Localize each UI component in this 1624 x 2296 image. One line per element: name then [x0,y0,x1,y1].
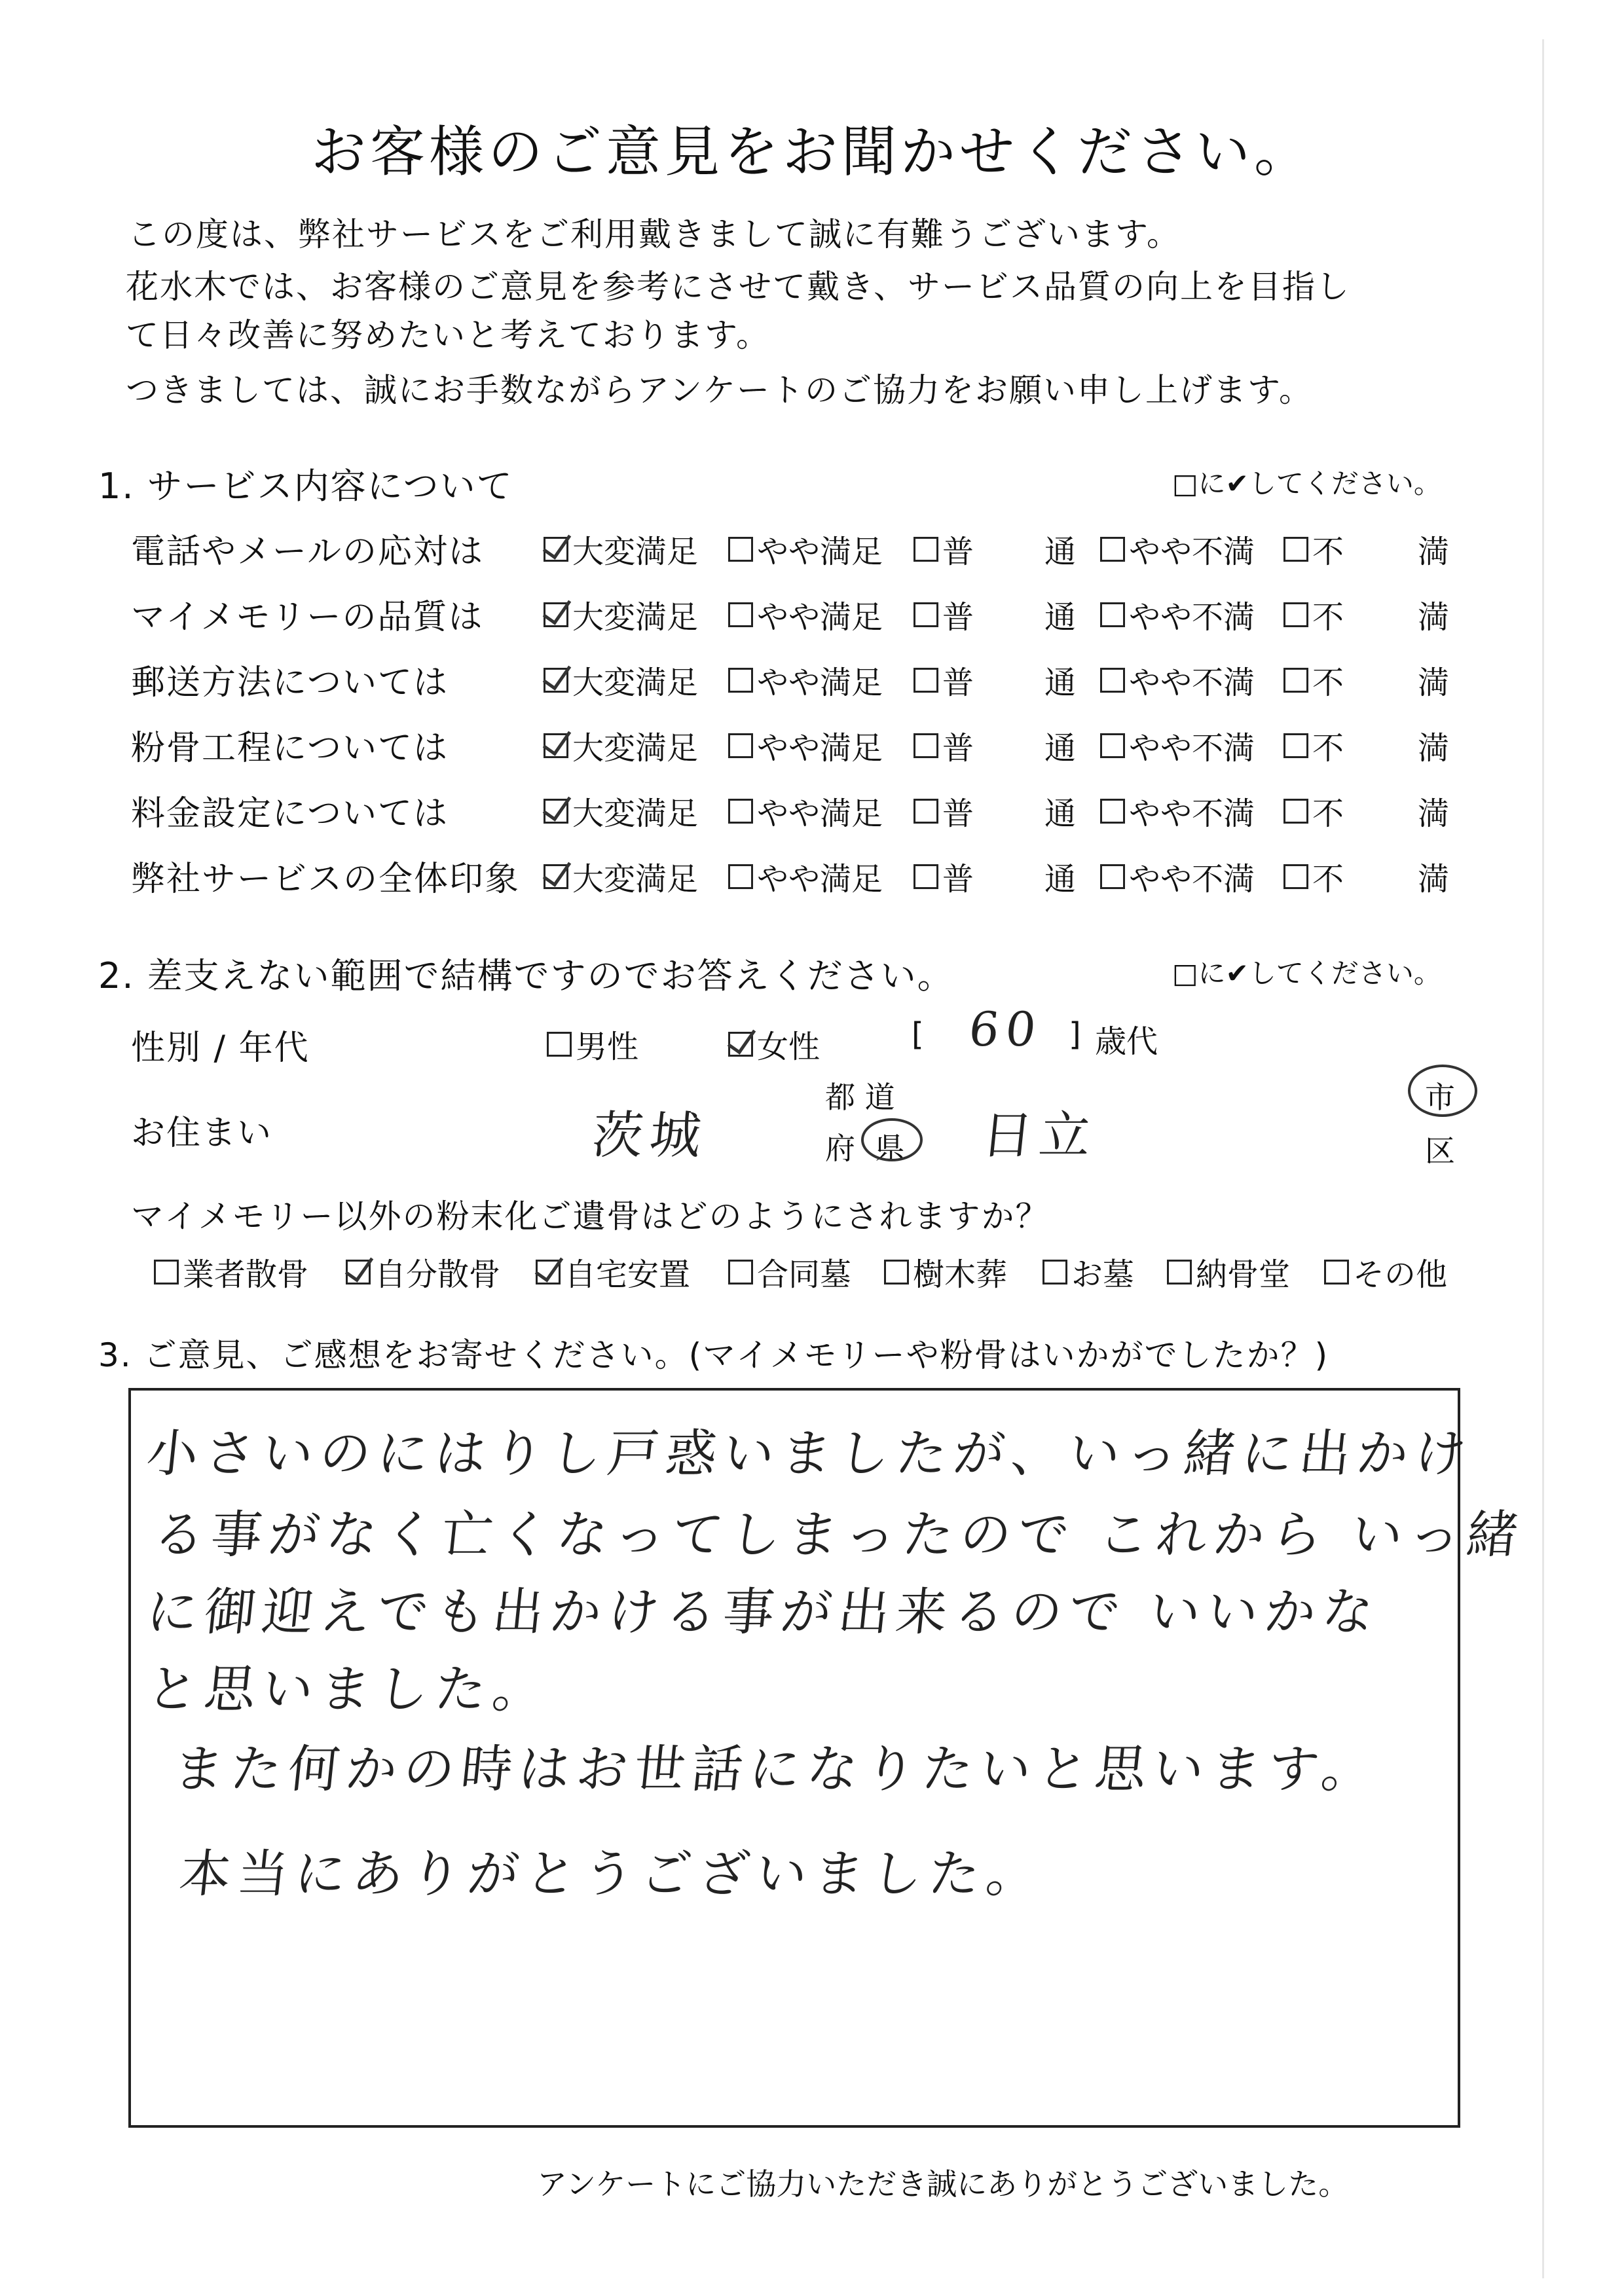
city-value: 日立 [978,1106,1101,1165]
prefecture-suffix-fu: 府 [825,1131,855,1166]
rating-checkbox[interactable] [544,799,568,824]
rating-row-label: 料金設定については [131,794,449,833]
rating-checkbox[interactable] [544,668,568,693]
section1-check-note: □に✔してください。 [1172,467,1441,500]
rating-row-label: マイメモリーの品質は [131,598,484,637]
remains-checkbox[interactable] [728,1260,753,1285]
rating-checkbox[interactable] [544,733,568,758]
rating-option[interactable]: 大変満足 [544,854,698,899]
rating-checkbox[interactable] [728,668,753,693]
section2-check-note: □に✔してください。 [1172,957,1441,989]
rating-option: 通 [1044,795,1077,832]
age-value: 60 [966,1002,1046,1057]
remains-option[interactable]: その他 [1324,1249,1447,1294]
remains-checkbox[interactable] [346,1260,371,1285]
section2-heading: 2. 差支えない範囲で結構ですのでお答えください。 [98,955,954,996]
section1-heading: 1. サービス内容について [98,465,513,507]
age-close-bracket: ] [1069,1016,1081,1053]
rating-checkbox[interactable] [1283,733,1308,758]
prefecture-suffix-top: 都 道 [825,1080,895,1115]
rating-option[interactable]: 普 [913,592,974,637]
comment-line: また何かの時はお世話になりたいと思います。 [170,1740,1382,1799]
rating-option[interactable]: やや不満 [1100,592,1255,637]
rating-checkbox[interactable] [1100,537,1125,562]
rating-option: 通 [1044,861,1077,898]
rating-option[interactable]: 不 [1283,723,1344,768]
rating-checkbox[interactable] [1283,799,1308,824]
rating-option[interactable]: 大変満足 [544,526,698,572]
remains-checkbox[interactable] [1043,1260,1067,1285]
rating-option: 満 [1418,730,1450,767]
rating-option[interactable]: 普 [913,788,974,833]
gender-female-option[interactable]: 女性 [728,1021,820,1066]
rating-option[interactable]: やや不満 [1100,854,1255,899]
rating-option: 満 [1418,665,1450,701]
rating-checkbox[interactable] [913,864,938,889]
rating-option: 満 [1418,599,1450,636]
rating-checkbox[interactable] [728,733,753,758]
scan-edge-line [1542,39,1544,2278]
remains-checkbox[interactable] [536,1260,561,1285]
age-suffix: 歳代 [1095,1023,1158,1060]
rating-row-label: 電話やメールの応対は [131,532,484,572]
rating-checkbox[interactable] [544,537,568,562]
rating-option[interactable]: 不 [1283,526,1344,572]
rating-option[interactable]: 普 [913,657,974,702]
gender-age-label: 性別 / 年代 [131,1029,310,1068]
rating-row-label: 粉骨工程については [131,729,449,768]
rating-checkbox[interactable] [728,602,753,627]
rating-option[interactable]: やや満足 [728,723,883,768]
rating-checkbox[interactable] [913,537,938,562]
city-suffix: 市 [1425,1080,1455,1115]
remains-checkbox[interactable] [1167,1260,1192,1285]
city-circle-mark [1408,1065,1477,1117]
rating-option: 満 [1418,861,1450,898]
intro-line-1: この度は、弊社サービスをご利用戴きまして誠に有難うございます。 [128,215,1181,253]
rating-option[interactable]: 普 [913,723,974,768]
comment-line: る事がなく亡くなってしまったので これから いっ緒 [150,1506,1528,1565]
comment-line: 小さいのにはりし戸惑いましたが、いっ緒に出かけ [143,1425,1476,1484]
rating-checkbox[interactable] [728,537,753,562]
remains-option[interactable]: 納骨堂 [1167,1249,1290,1294]
rating-option[interactable]: やや満足 [728,592,883,637]
remains-option[interactable]: 自宅安置 [536,1249,690,1294]
rating-checkbox[interactable] [1283,537,1308,562]
rating-option[interactable]: やや満足 [728,657,883,702]
checkbox-male[interactable] [547,1032,572,1057]
footer-thanks: アンケートにご協力いただき誠にありがとうございました。 [537,2166,1349,2202]
rating-option[interactable]: やや満足 [728,854,883,899]
intro-line-4: つきましては、誠にお手数ながらアンケートのご協力をお願い申し上げます。 [126,371,1313,409]
remains-checkbox[interactable] [1324,1260,1349,1285]
ward-suffix: 区 [1425,1133,1455,1169]
rating-option: 通 [1044,534,1077,570]
rating-checkbox[interactable] [913,602,938,627]
rating-option[interactable]: やや不満 [1100,723,1255,768]
rating-checkbox[interactable] [544,602,568,627]
rating-checkbox[interactable] [728,799,753,824]
rating-option: 通 [1044,730,1077,767]
rating-option[interactable]: やや満足 [728,788,883,833]
rating-row-label: 郵送方法については [131,663,449,702]
rating-checkbox[interactable] [913,799,938,824]
rating-row-label: 弊社サービスの全体印象 [131,860,521,899]
rating-checkbox[interactable] [1283,602,1308,627]
prefecture-value: 茨城 [589,1106,711,1165]
rating-checkbox[interactable] [1100,602,1125,627]
rating-option[interactable]: 不 [1283,854,1344,899]
rating-option[interactable]: やや不満 [1100,657,1255,702]
rating-option[interactable]: やや不満 [1100,526,1255,572]
rating-checkbox[interactable] [1100,668,1125,693]
rating-option[interactable]: やや不満 [1100,788,1255,833]
comment-line: に御迎えでも出かける事が出来るので いいかな [143,1583,1383,1642]
rating-option: 満 [1418,534,1450,570]
remains-option[interactable]: お墓 [1043,1249,1134,1294]
rating-option[interactable]: 普 [913,526,974,572]
rating-option[interactable]: 大変満足 [544,723,698,768]
prefecture-suffix-ken: 県 [875,1131,905,1166]
rating-option: 通 [1044,665,1077,701]
remains-option[interactable]: 自分散骨 [346,1249,500,1294]
rating-checkbox[interactable] [1283,864,1308,889]
prefecture-circle-mark [861,1118,923,1161]
rating-option[interactable]: 不 [1283,788,1344,833]
rating-option: 通 [1044,599,1077,636]
rating-checkbox[interactable] [1283,668,1308,693]
gender-male-option[interactable]: 男性 [547,1021,638,1066]
age-open-bracket: [ [912,1016,924,1053]
rating-checkbox[interactable] [1100,799,1125,824]
rating-checkbox[interactable] [1100,864,1125,889]
rating-option: 満 [1418,795,1450,832]
rating-checkbox[interactable] [1100,733,1125,758]
rating-checkbox[interactable] [913,733,938,758]
rating-option[interactable]: 大変満足 [544,657,698,702]
remains-option[interactable]: 樹木葬 [884,1249,1007,1294]
rating-checkbox[interactable] [728,864,753,889]
checkbox-female[interactable] [728,1032,753,1057]
intro-line-3: て日々改善に努めたいと考えております。 [126,316,770,354]
rating-option[interactable]: 大変満足 [544,592,698,637]
rating-checkbox[interactable] [544,864,568,889]
remains-question: マイメモリー以外の粉末化ご遺骨はどのようにされますか？ [131,1197,1050,1235]
address-label: お住まい [131,1114,273,1153]
rating-option[interactable]: 大変満足 [544,788,698,833]
remains-checkbox[interactable] [154,1260,179,1285]
page-title: お客様のご意見をお聞かせください。 [310,120,1313,184]
remains-option[interactable]: 業者散骨 [154,1249,308,1294]
rating-option[interactable]: やや満足 [728,526,883,572]
rating-checkbox[interactable] [913,668,938,693]
remains-checkbox[interactable] [884,1260,909,1285]
comment-line: と思いました。 [143,1660,554,1719]
intro-line-2: 花水木では、お客様のご意見を参考にさせて戴き、サービス品質の向上を目指し [126,268,1350,306]
section3-heading: 3. ご意見、ご感想をお寄せください。(マイメモリーや粉骨はいかがでしたか？) [98,1336,1329,1374]
remains-option[interactable]: 合同墓 [728,1249,851,1294]
comment-line: 本当にありがとうございました。 [176,1845,1048,1904]
rating-option[interactable]: 普 [913,854,974,899]
rating-option[interactable]: 不 [1283,592,1344,637]
rating-option[interactable]: 不 [1283,657,1344,702]
